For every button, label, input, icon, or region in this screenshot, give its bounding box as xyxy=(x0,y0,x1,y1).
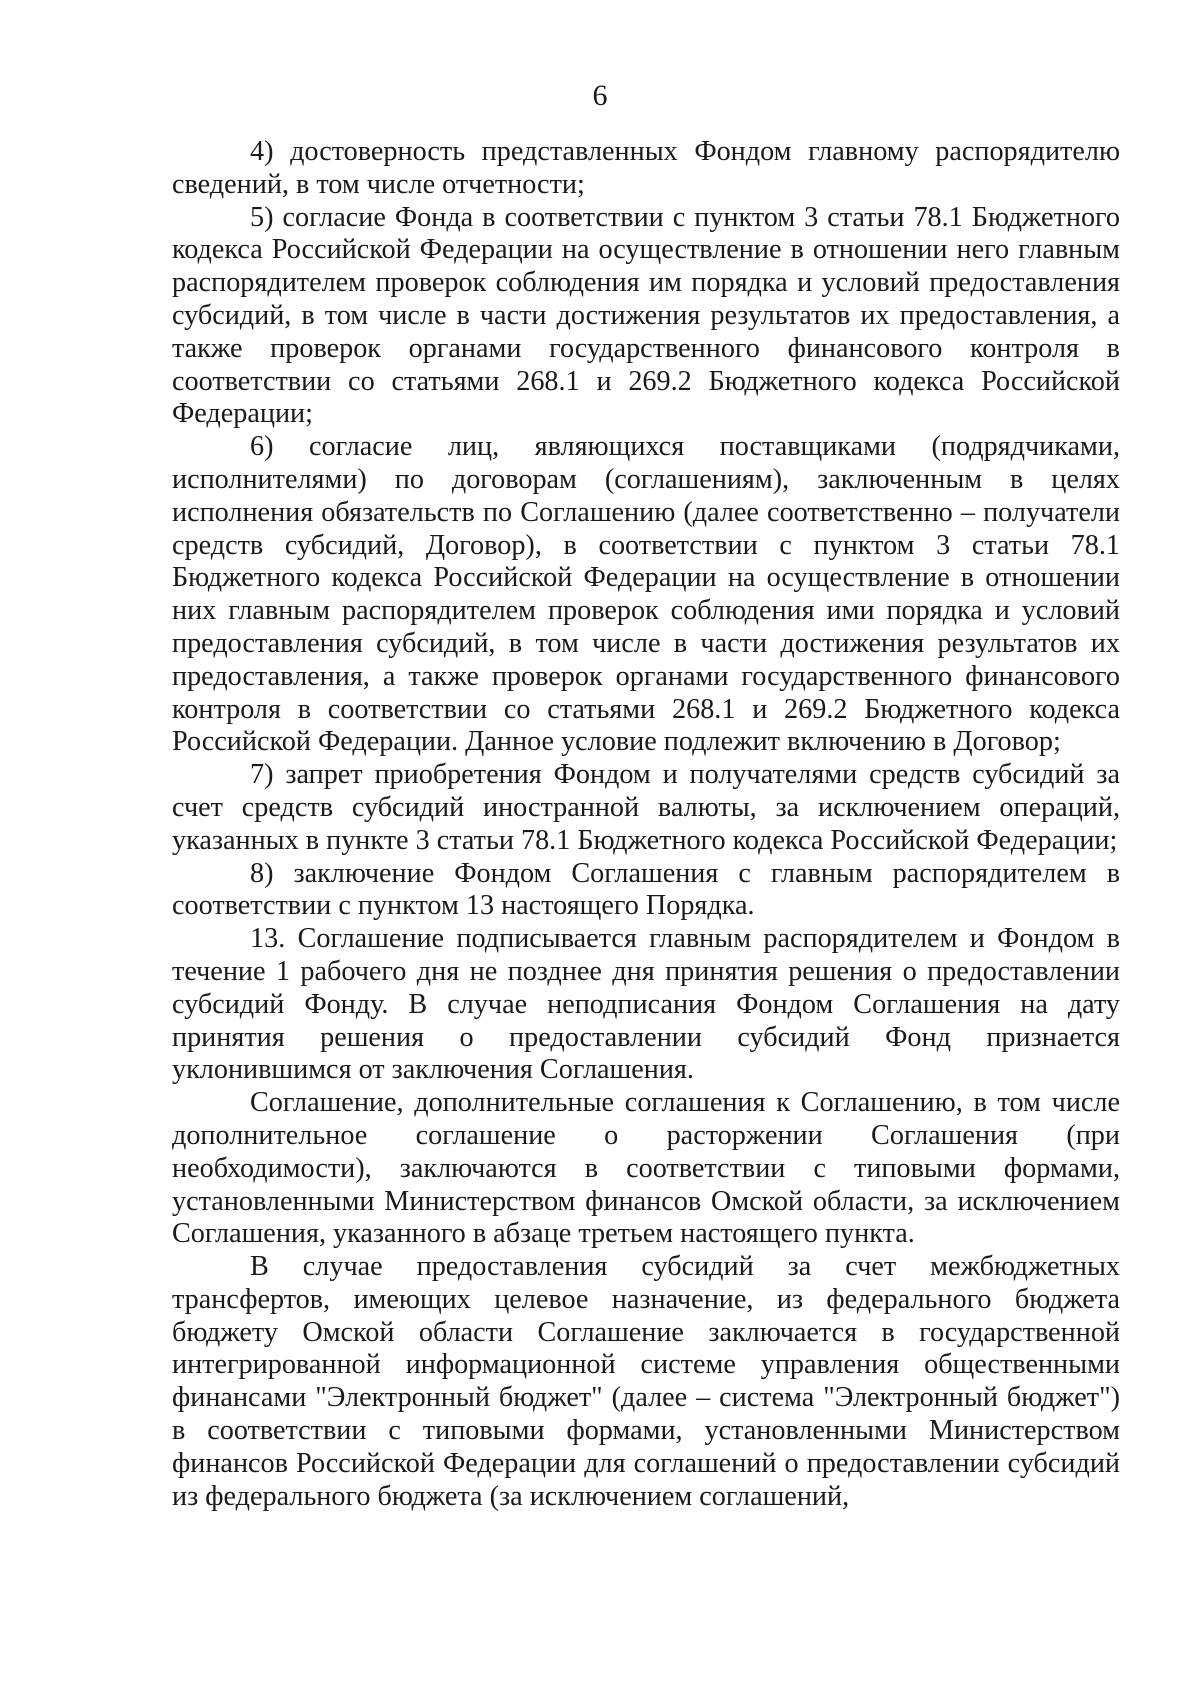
document-body xyxy=(172,136,1120,1513)
paragraph-item-7: 7) запрет приобретения Фондом и получателями средств субсидий за счет средств субсидий иностранной валюты, за исключением операций, указанных в пункте 3 статьи 78.1 Бюджетного кодекса Российской Федерации; xyxy=(172,759,1120,856)
paragraph-agreements: Соглашение, дополнительные соглашения к Соглашению, в том числе дополнительное соглашение о расторжении Соглашения (при необходимости), заключаются в соответствии с типовыми формами, установленными Министерством финансов Омской области, за исключением Соглашения, указанного в абзаце третьем настоящего пункта. xyxy=(172,1087,1120,1250)
paragraph-item-4: 4) достоверность представленных Фондом главному распорядителю сведений, в том числе отчетности; xyxy=(172,136,1120,200)
paragraph-item-8: 8) заключение Фондом Соглашения с главным распорядителем в соответствии с пунктом 13 настоящего Порядка. xyxy=(172,857,1120,922)
paragraph-section-13: 13. Соглашение подписывается главным распорядителем и Фондом в течение 1 рабочего дня не позднее дня принятия решения о предоставлении субсидий Фонду. В случае неподписания Фондом Соглашения на дату принятия решения о предоставлении субсидий Фонд признается уклонившимся от заключения Соглашения. xyxy=(172,923,1120,1086)
page-number: 6 xyxy=(592,79,608,112)
paragraph-item-6: 6) согласие лиц, являющихся поставщиками (подрядчиками, исполнителями) по договорам (соглашениям), заключенным в целях исполнения обязательств по Соглашению (далее соответственно – получатели средств субсидий, Договор), в соответствии с пунктом 3 статьи 78.1 Бюджетного кодекса Российской Федерации на осуществление в отношении них главным распорядителем проверок соблюдения ими порядка и условий предоставления субсидий, в том числе в части достижения результатов их предоставления, а также проверок органами государственного финансового контроля в соответствии со статьями 268.1 и 269.2 Бюджетного кодекса Российской Федерации. Данное условие подлежит включению в Договор; xyxy=(172,431,1120,758)
paragraph-electronic-budget: В случае предоставления субсидий за счет межбюджетных трансфертов, имеющих целевое назначение, из федерального бюджета бюджету Омской области Соглашение заключается в государственной интегрированной информационной системе управления общественными финансами "Электронный бюджет" (далее – система "Электронный бюджет") в соответствии с типовыми формами, установленными Министерством финансов Российской Федерации для соглашений о предоставлении субсидий из федерального бюджета (за исключением соглашений, xyxy=(172,1251,1120,1512)
paragraph-item-5: 5) согласие Фонда в соответствии с пунктом 3 статьи 78.1 Бюджетного кодекса Российской Федерации на осуществление в отношении него главным распорядителем проверок соблюдения им порядка и условий предоставления субсидий, в том числе в части достижения результатов их предоставления, а также проверок органами государственного финансового контроля в соответствии со статьями 268.1 и 269.2 Бюджетного кодекса Российской Федерации; xyxy=(172,201,1120,430)
